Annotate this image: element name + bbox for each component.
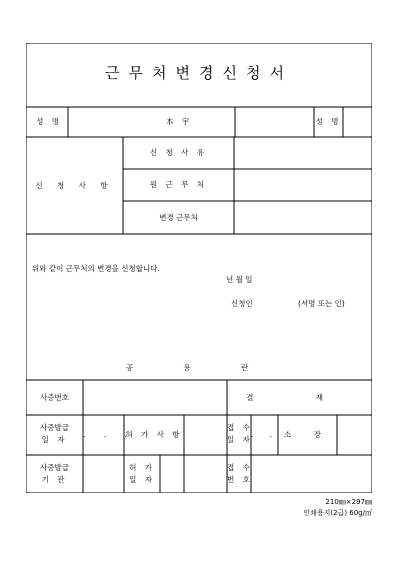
bon-label: 本 宇 [166, 117, 193, 126]
receipt-no-label-1: 접 수 [227, 463, 253, 472]
paper-size-note: 210㎜×297㎜ [325, 498, 372, 506]
issue-org-label-2: 기 관 [41, 475, 68, 484]
issue-date-value: . . . [83, 430, 135, 439]
permit-date-label-2: 일 자 [129, 475, 155, 484]
statement-text: 위와 같이 근무처의 변경을 신청합니다. [32, 264, 160, 273]
name-label: 성 명 [36, 117, 62, 126]
issue-date-label-2: 일 자 [41, 435, 68, 444]
permit-date-label-1: 허 가 [129, 463, 155, 472]
form-title: 근무처변경신청서 [105, 64, 293, 82]
issue-date-label-1: 사증발급 [40, 423, 69, 432]
seal-name-label: 성 명 [315, 117, 342, 126]
reason-label: 신 청 사 유 [149, 148, 208, 157]
original-workplace-label: 원 근 무 처 [149, 180, 208, 189]
official-use-header: 공 용 란 [125, 363, 273, 372]
cert-no-label: 사증번호 [40, 393, 69, 402]
application-form [26, 43, 372, 493]
changed-workplace-label: 변경 근무처 [159, 213, 198, 222]
permit-label: 허 가 사 항 [125, 430, 183, 439]
paper-type-note: 인쇄용지(2급) 60g/㎡ [303, 509, 372, 517]
receipt-no-label-2: 번 호 [227, 475, 253, 484]
date-line: 년 월 일 [226, 275, 253, 284]
receipt-date-label-1: 접 수 [227, 423, 253, 432]
receipt-date-label-2: 일 자 [227, 435, 253, 444]
applicant-label: 신청인 [231, 299, 253, 308]
director-label: 소 장 [284, 430, 331, 439]
approval-label: 결 재 [246, 393, 353, 402]
apply-section-label: 신 청 사 항 [35, 181, 114, 190]
sign-label: (서명 또는 인) [298, 299, 345, 308]
receipt-date-value: . . . [251, 430, 298, 439]
issue-org-label-1: 사증발급 [40, 463, 69, 472]
